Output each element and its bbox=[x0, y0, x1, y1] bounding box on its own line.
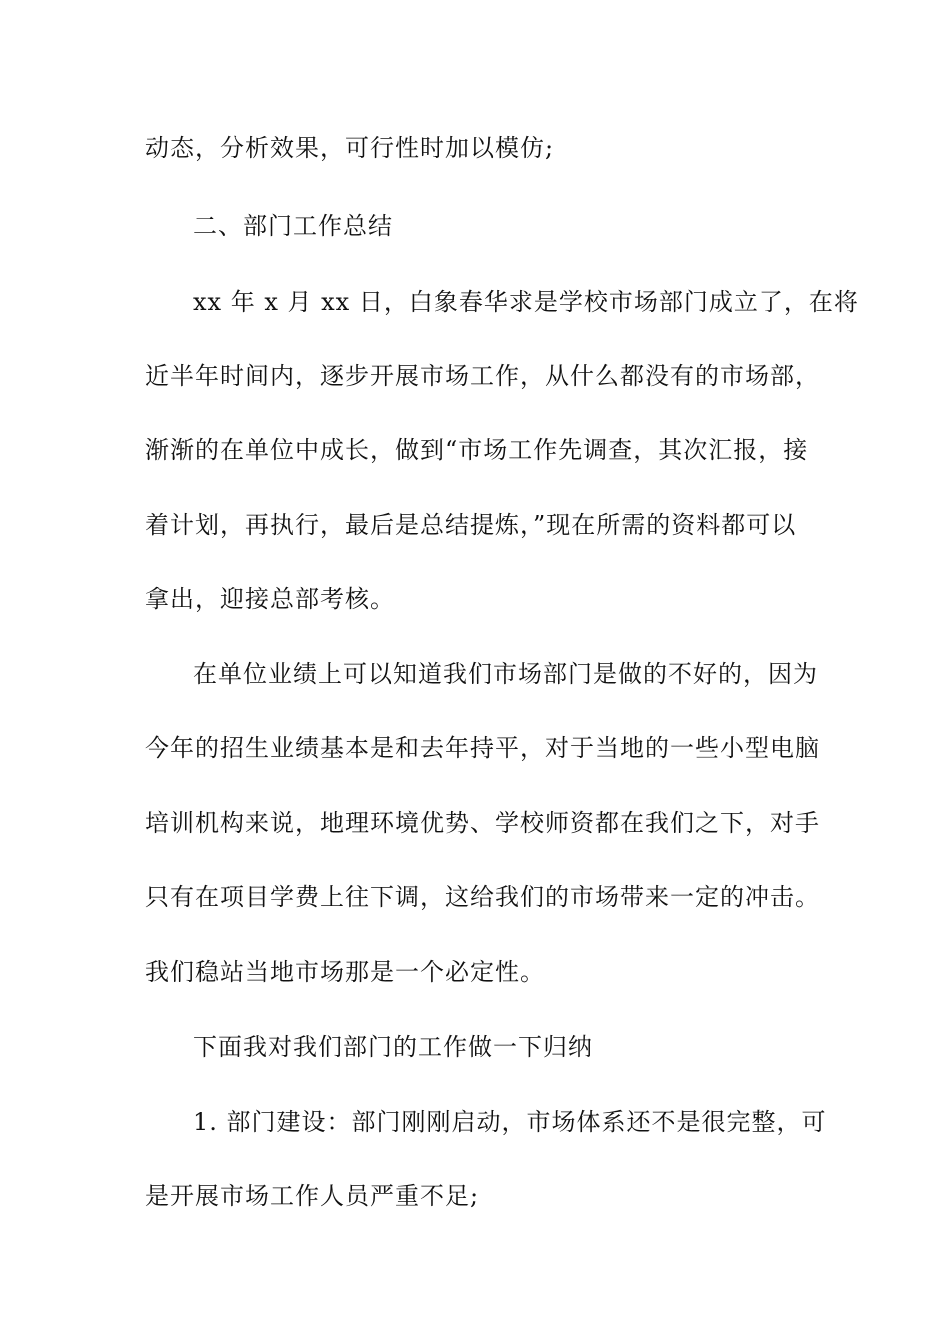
text-line: 只有在项目学费上往下调，这给我们的市场带来一定的冲击。 bbox=[145, 883, 820, 911]
text-line: 下面我对我们部门的工作做一下归纳 bbox=[193, 1033, 593, 1061]
text-line: xx 年 x 月 xx 日，白象春华求是学校市场部门成立了，在将 bbox=[193, 288, 859, 316]
text-line: 渐渐的在单位中成长，做到“市场工作先调查，其次汇报，接 bbox=[145, 436, 809, 464]
list-item: 1. 部门建设：部门刚刚启动，市场体系还不是很完整，可 bbox=[193, 1108, 827, 1136]
text-line: 着计划，再执行，最后是总结提炼，”现在所需的资料都可以 bbox=[145, 511, 797, 539]
text-line: 动态，分析效果，可行性时加以模仿; bbox=[145, 134, 555, 162]
text-line: 是开展市场工作人员严重不足; bbox=[145, 1182, 480, 1210]
section-heading: 二、部门工作总结 bbox=[193, 212, 393, 240]
text-line: 培训机构来说，地理环境优势、学校师资都在我们之下，对手 bbox=[145, 809, 820, 837]
text-line: 我们稳站当地市场那是一个必定性。 bbox=[145, 958, 545, 986]
text-line: 今年的招生业绩基本是和去年持平，对于当地的一些小型电脑 bbox=[145, 734, 820, 762]
text-line: 拿出，迎接总部考核。 bbox=[145, 585, 395, 613]
text-line: 在单位业绩上可以知道我们市场部门是做的不好的，因为 bbox=[193, 660, 818, 688]
text-line: 近半年时间内，逐步开展市场工作，从什么都没有的市场部， bbox=[145, 362, 820, 390]
